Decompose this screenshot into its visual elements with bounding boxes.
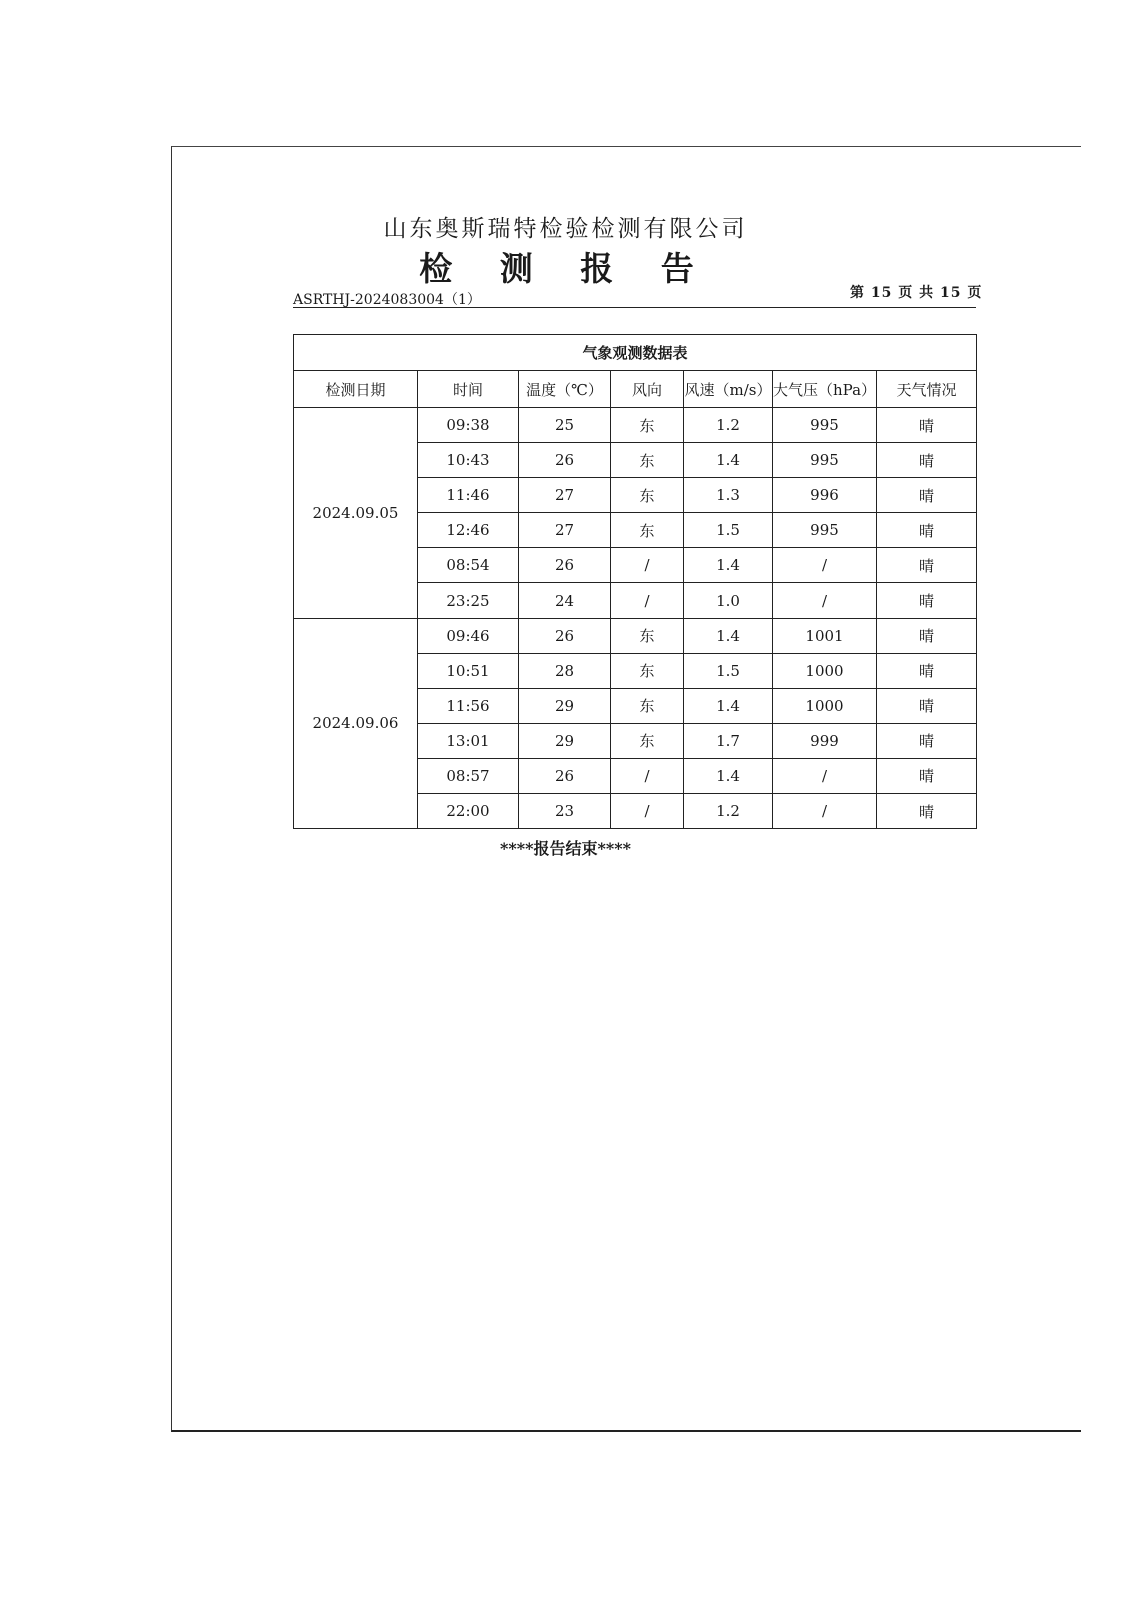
time-cell: 11:56	[418, 688, 519, 723]
date-cell: 2024.09.06	[294, 618, 418, 829]
temperature-cell: 23	[519, 794, 611, 829]
wind-direction-cell: 东	[611, 653, 684, 688]
weather-data-table	[293, 334, 977, 829]
date-cell: 2024.09.05	[294, 408, 418, 619]
column-header-wind-speed: 风速（m/s）	[684, 371, 773, 408]
wind-direction-cell: /	[611, 583, 684, 618]
wind-direction-cell: /	[611, 758, 684, 793]
pressure-cell: /	[773, 758, 877, 793]
wind-speed-cell: 1.2	[684, 408, 773, 443]
wind-direction-cell: 东	[611, 513, 684, 548]
temperature-cell: 29	[519, 688, 611, 723]
weather-cell: 晴	[877, 443, 977, 478]
wind-speed-cell: 1.5	[684, 653, 773, 688]
pressure-cell: 995	[773, 443, 877, 478]
wind-speed-cell: 1.2	[684, 794, 773, 829]
table-caption: 气象观测数据表	[294, 335, 977, 371]
wind-speed-cell: 1.4	[684, 618, 773, 653]
pressure-cell: 996	[773, 478, 877, 513]
weather-cell: 晴	[877, 408, 977, 443]
pressure-cell: 1001	[773, 618, 877, 653]
column-header-weather: 天气情况	[877, 371, 977, 408]
pressure-cell: /	[773, 548, 877, 583]
wind-speed-cell: 1.3	[684, 478, 773, 513]
column-header-time: 时间	[418, 371, 519, 408]
temperature-cell: 26	[519, 548, 611, 583]
temperature-cell: 26	[519, 618, 611, 653]
wind-speed-cell: 1.4	[684, 688, 773, 723]
wind-direction-cell: 东	[611, 723, 684, 758]
weather-cell: 晴	[877, 478, 977, 513]
table-row	[294, 408, 977, 443]
report-number: ASRTHJ-2024083004（1）	[293, 292, 481, 308]
time-cell: 09:46	[418, 618, 519, 653]
time-cell: 13:01	[418, 723, 519, 758]
pressure-cell: 995	[773, 408, 877, 443]
time-cell: 12:46	[418, 513, 519, 548]
wind-speed-cell: 1.4	[684, 548, 773, 583]
column-header-pressure: 大气压（hPa）	[773, 371, 877, 408]
wind-direction-cell: 东	[611, 688, 684, 723]
weather-cell: 晴	[877, 758, 977, 793]
wind-direction-cell: 东	[611, 408, 684, 443]
wind-speed-cell: 1.7	[684, 723, 773, 758]
wind-speed-cell: 1.0	[684, 583, 773, 618]
time-cell: 10:51	[418, 653, 519, 688]
weather-cell: 晴	[877, 688, 977, 723]
page-number: 第 15 页 共 15 页	[850, 285, 983, 301]
pressure-cell: 1000	[773, 653, 877, 688]
weather-cell: 晴	[877, 653, 977, 688]
pressure-cell: 995	[773, 513, 877, 548]
header-rule	[293, 307, 976, 308]
time-cell: 11:46	[418, 478, 519, 513]
weather-cell: 晴	[877, 723, 977, 758]
report-title: 检 测 报 告	[419, 249, 712, 288]
column-header-wind-direction: 风向	[611, 371, 684, 408]
pressure-cell: /	[773, 794, 877, 829]
pressure-cell: 999	[773, 723, 877, 758]
column-header-temperature: 温度（℃）	[519, 371, 611, 408]
column-header-date: 检测日期	[294, 371, 418, 408]
wind-direction-cell: 东	[611, 478, 684, 513]
time-cell: 10:43	[418, 443, 519, 478]
table-row	[294, 618, 977, 653]
report-end-note: ****报告结束****	[500, 839, 631, 858]
weather-cell: 晴	[877, 513, 977, 548]
temperature-cell: 26	[519, 443, 611, 478]
company-name: 山东奥斯瑞特检验检测有限公司	[383, 216, 748, 242]
pressure-cell: 1000	[773, 688, 877, 723]
temperature-cell: 24	[519, 583, 611, 618]
pressure-cell: /	[773, 583, 877, 618]
weather-cell: 晴	[877, 548, 977, 583]
weather-cell: 晴	[877, 583, 977, 618]
weather-cell: 晴	[877, 618, 977, 653]
temperature-cell: 26	[519, 758, 611, 793]
wind-speed-cell: 1.5	[684, 513, 773, 548]
temperature-cell: 27	[519, 478, 611, 513]
time-cell: 23:25	[418, 583, 519, 618]
wind-direction-cell: /	[611, 548, 684, 583]
temperature-cell: 27	[519, 513, 611, 548]
wind-direction-cell: /	[611, 794, 684, 829]
wind-direction-cell: 东	[611, 443, 684, 478]
temperature-cell: 29	[519, 723, 611, 758]
wind-direction-cell: 东	[611, 618, 684, 653]
wind-speed-cell: 1.4	[684, 443, 773, 478]
weather-cell: 晴	[877, 794, 977, 829]
wind-speed-cell: 1.4	[684, 758, 773, 793]
time-cell: 08:54	[418, 548, 519, 583]
temperature-cell: 25	[519, 408, 611, 443]
time-cell: 22:00	[418, 794, 519, 829]
time-cell: 08:57	[418, 758, 519, 793]
time-cell: 09:38	[418, 408, 519, 443]
temperature-cell: 28	[519, 653, 611, 688]
